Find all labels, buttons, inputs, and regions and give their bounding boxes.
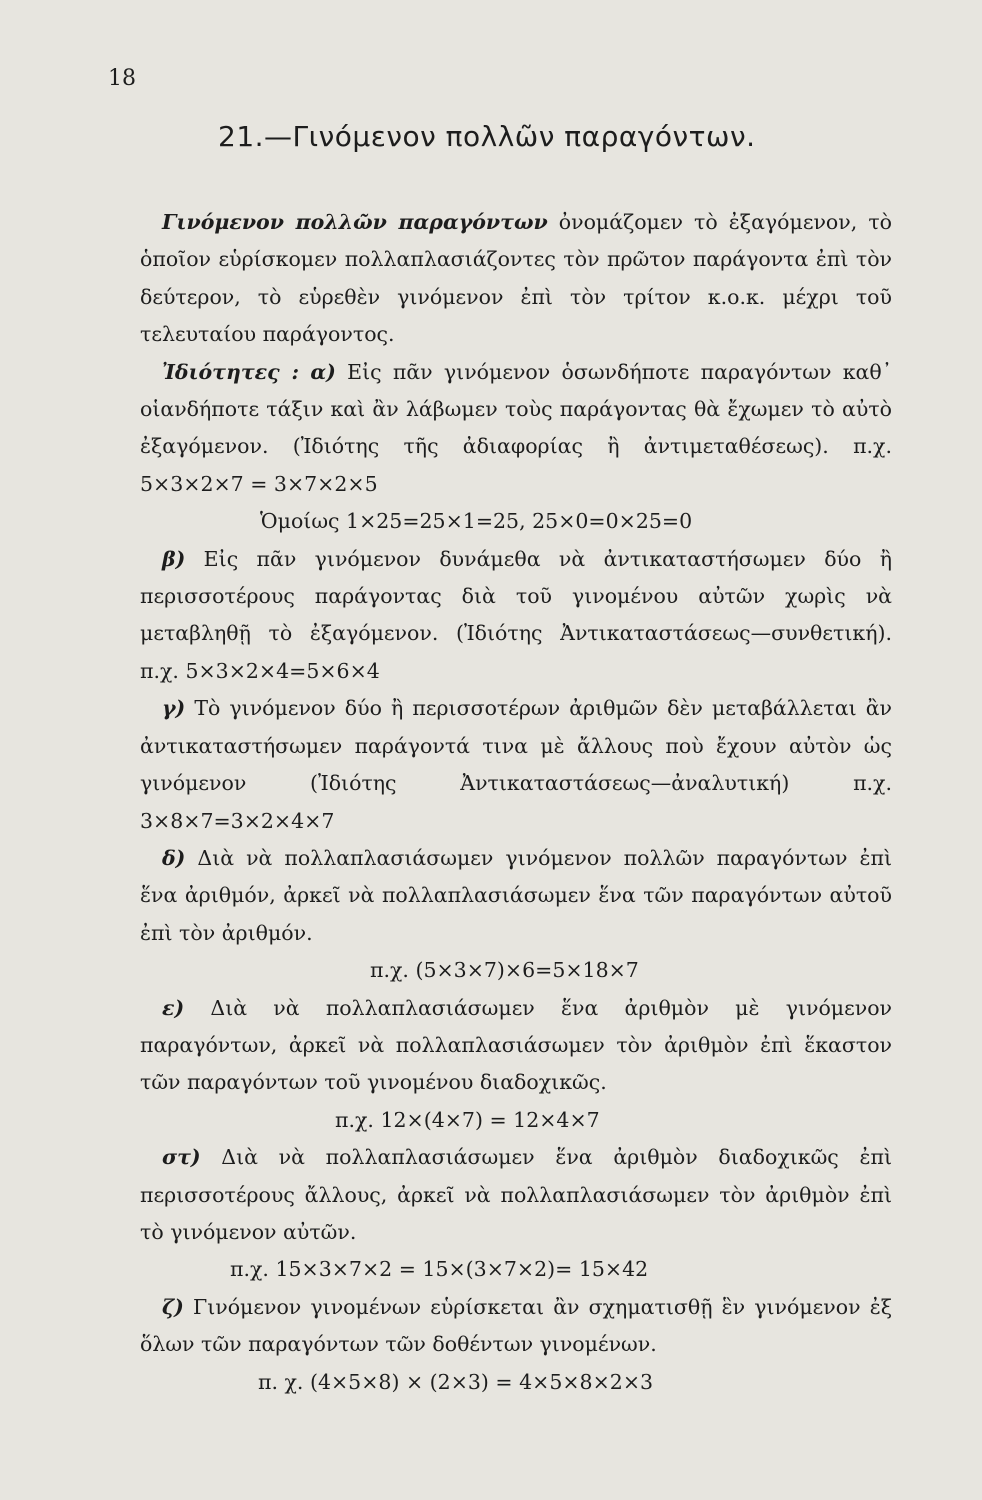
property-z-paragraph <box>140 1289 892 1364</box>
section-title: 21.—Γινόμενον πολλῶν παραγόντων. <box>218 120 756 153</box>
property-d-text: Διὰ νὰ πολλαπλασιάσωμεν γινόμενον πολλῶν παραγόντων ἐπὶ ἕνα ἀριθμόν, ἀρκεῖ νὰ πολλαπλασιάσωμεν ἕνα τῶν παραγόντων αὐτοῦ ἐπὶ τὸν ἀριθμόν. <box>140 845 892 945</box>
property-st-text: Διὰ νὰ πολλαπλασιάσωμεν ἕνα ἀριθμὸν διαδοχικῶς ἐπὶ περισσοτέρους ἄλλους, ἀρκεῖ νὰ πολλαπλασιάσωμεν τὸν ἀριθμὸν ἐπὶ τὸ γινόμενον αὐτῶν. <box>140 1145 892 1244</box>
property-st-label: στ) <box>162 1145 201 1170</box>
body-text <box>140 204 892 1401</box>
property-b-paragraph <box>140 541 892 691</box>
property-st-paragraph <box>140 1139 892 1251</box>
definition-term: Γινόμενον πολλῶν παραγόντων <box>162 210 548 234</box>
property-b-text: Εἰς πᾶν γινόμενον δυνάμεθα νὰ ἀντικαταστήσωμεν δύο ἢ περισσοτέρους παράγοντας διὰ τοῦ γινομένου αὐτῶν χωρὶς νὰ μεταβληθῇ τὸ ἐξαγόμενον. (Ἰδιότης Ἀντικαταστάσεως—συνθετική). π.χ. 5×3×2×4=5×6×4 <box>140 546 892 683</box>
properties-heading: Ἰδιότητες : <box>162 359 300 384</box>
property-a-paragraph <box>140 354 892 504</box>
property-e-example: π.χ. 12×(4×7) = 12×4×7 <box>335 1107 600 1132</box>
property-a-label: α) <box>310 359 336 384</box>
property-z-text: Γινόμενον γινομένων εὑρίσκεται ἂν σχηματισθῇ ἓν γινόμενον ἐξ ὅλων τῶν παραγόντων τῶν δοθέντων γινομένων. <box>140 1294 892 1357</box>
property-e-paragraph <box>140 990 892 1102</box>
property-c-paragraph <box>140 690 892 840</box>
property-d-example: π.χ. (5×3×7)×6=5×18×7 <box>370 958 639 983</box>
property-a-example2: Ὁμοίως 1×25=25×1=25, 25×0=0×25=0 <box>260 509 693 534</box>
property-b-label: β) <box>162 546 186 571</box>
definition-paragraph <box>140 204 892 354</box>
page-number: 18 <box>108 66 136 91</box>
property-d-paragraph <box>140 840 892 952</box>
property-z-label: ζ) <box>162 1294 184 1319</box>
property-st-example: π.χ. 15×3×7×2 = 15×(3×7×2)= 15×42 <box>230 1257 649 1282</box>
property-e-text: Διὰ νὰ πολλαπλασιάσωμεν ἕνα ἀριθμὸν μὲ γινόμενον παραγόντων, ἀρκεῖ νὰ πολλαπλασιάσωμεν τὸν ἀριθμὸν ἐπὶ ἕκαστον τῶν παραγόντων τοῦ γινομένου διαδοχικῶς. <box>140 995 892 1095</box>
property-c-text: Τὸ γινόμενον δύο ἢ περισσοτέρων ἀριθμῶν δὲν μεταβάλλεται ἂν ἀντικαταστήσωμεν παράγοντά τινα μὲ ἄλλους ποὺ ἔχουν αὐτὸν ὡς γινόμενον (Ἰδιότης Ἀντικαταστάσεως—ἀναλυτική) π.χ. 3×8×7=3×2×4×7 <box>140 696 892 833</box>
property-d-label: δ) <box>162 845 186 870</box>
property-a-text: Εἰς πᾶν γινόμενον ὁσωνδήποτε παραγόντων καθ᾽ οἱανδήποτε τάξιν καὶ ἂν λάβωμεν τοὺς παράγοντας θὰ ἔχωμεν τὸ αὐτὸ ἐξαγόμενον. (Ἰδιότης τῆς ἀδιαφορίας ἢ ἀντιμεταθέσεως). π.χ. 5×3×2×7 = 3×7×2×5 <box>140 359 892 496</box>
property-z-example: π. χ. (4×5×8) × (2×3) = 4×5×8×2×3 <box>258 1369 654 1394</box>
definition-text: ὀνομάζομεν τὸ ἐξαγόμενον, τὸ ὁποῖον εὑρίσκομεν πολλαπλασιάζοντες τὸν πρῶτον παράγοντα ἐπὶ τὸν δεύτερον, τὸ εὑρεθὲν γινόμενον ἐπὶ τὸν τρίτον κ.ο.κ. μέχρι τοῦ τελευταίου παράγοντος. <box>140 210 892 347</box>
property-c-label: γ) <box>162 696 186 721</box>
property-e-label: ε) <box>162 995 185 1020</box>
